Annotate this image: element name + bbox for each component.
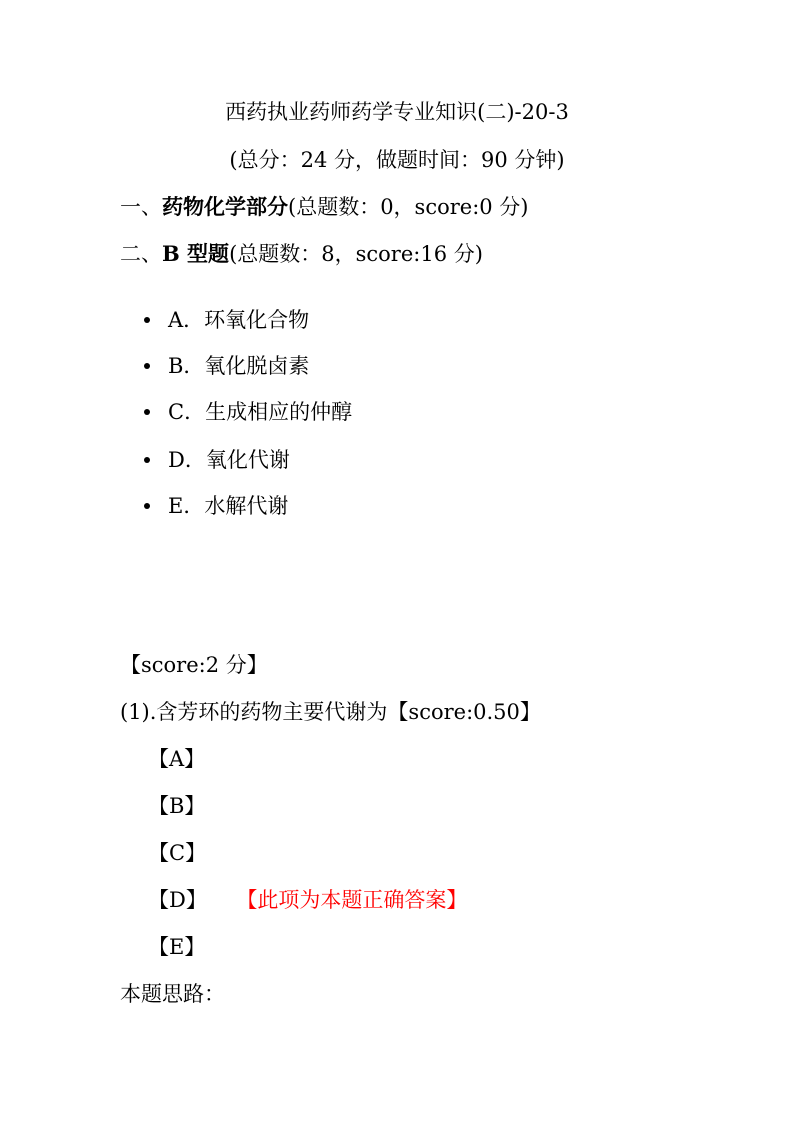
bullet-icon — [144, 317, 150, 323]
section-1-meta: (总题数：0，score:0 分) — [288, 195, 529, 219]
list-item — [144, 446, 290, 474]
list-item — [144, 492, 288, 520]
answer-e: 【E】 — [148, 935, 206, 959]
answer-d — [148, 886, 467, 914]
answer-d-label: 【D】 — [148, 888, 207, 912]
section-2-name: B 型题 — [162, 241, 230, 266]
correct-answer-note: 【此项为本题正确答案】 — [246, 888, 468, 912]
analysis-label: 本题思路： — [120, 982, 225, 1006]
section-2 — [120, 240, 483, 268]
page-subtitle: (总分：24 分，做题时间：90 分钟) — [229, 148, 565, 172]
list-item — [144, 352, 309, 380]
answer-b: 【B】 — [148, 794, 206, 818]
bullet-icon — [144, 457, 150, 463]
bullet-icon — [144, 363, 150, 369]
question-text: (1).含芳环的药物主要代谢为【score:0.50】 — [120, 700, 541, 724]
list-item — [144, 306, 309, 334]
bullet-icon — [144, 409, 150, 415]
list-item — [144, 398, 352, 426]
section-1-prefix: 一、 — [120, 195, 162, 219]
answer-a: 【A】 — [148, 747, 206, 771]
page-title: 西药执业药师药学专业知识(二)-20-3 — [225, 100, 569, 124]
option-text: B．氧化脱卤素 — [168, 354, 310, 378]
answer-c: 【C】 — [148, 841, 207, 865]
bullet-icon — [144, 503, 150, 509]
section-1 — [120, 193, 529, 221]
section-2-prefix: 二、 — [120, 242, 162, 266]
option-text: A．环氧化合物 — [168, 308, 310, 332]
option-text: E．水解代谢 — [168, 494, 289, 518]
option-text: C．生成相应的仲醇 — [168, 400, 353, 424]
section-1-name: 药物化学部分 — [162, 194, 288, 219]
section-2-meta: (总题数：8，score:16 分) — [229, 242, 483, 266]
option-text: D．氧化代谢 — [168, 448, 290, 472]
group-score: 【score:2 分】 — [120, 653, 268, 677]
